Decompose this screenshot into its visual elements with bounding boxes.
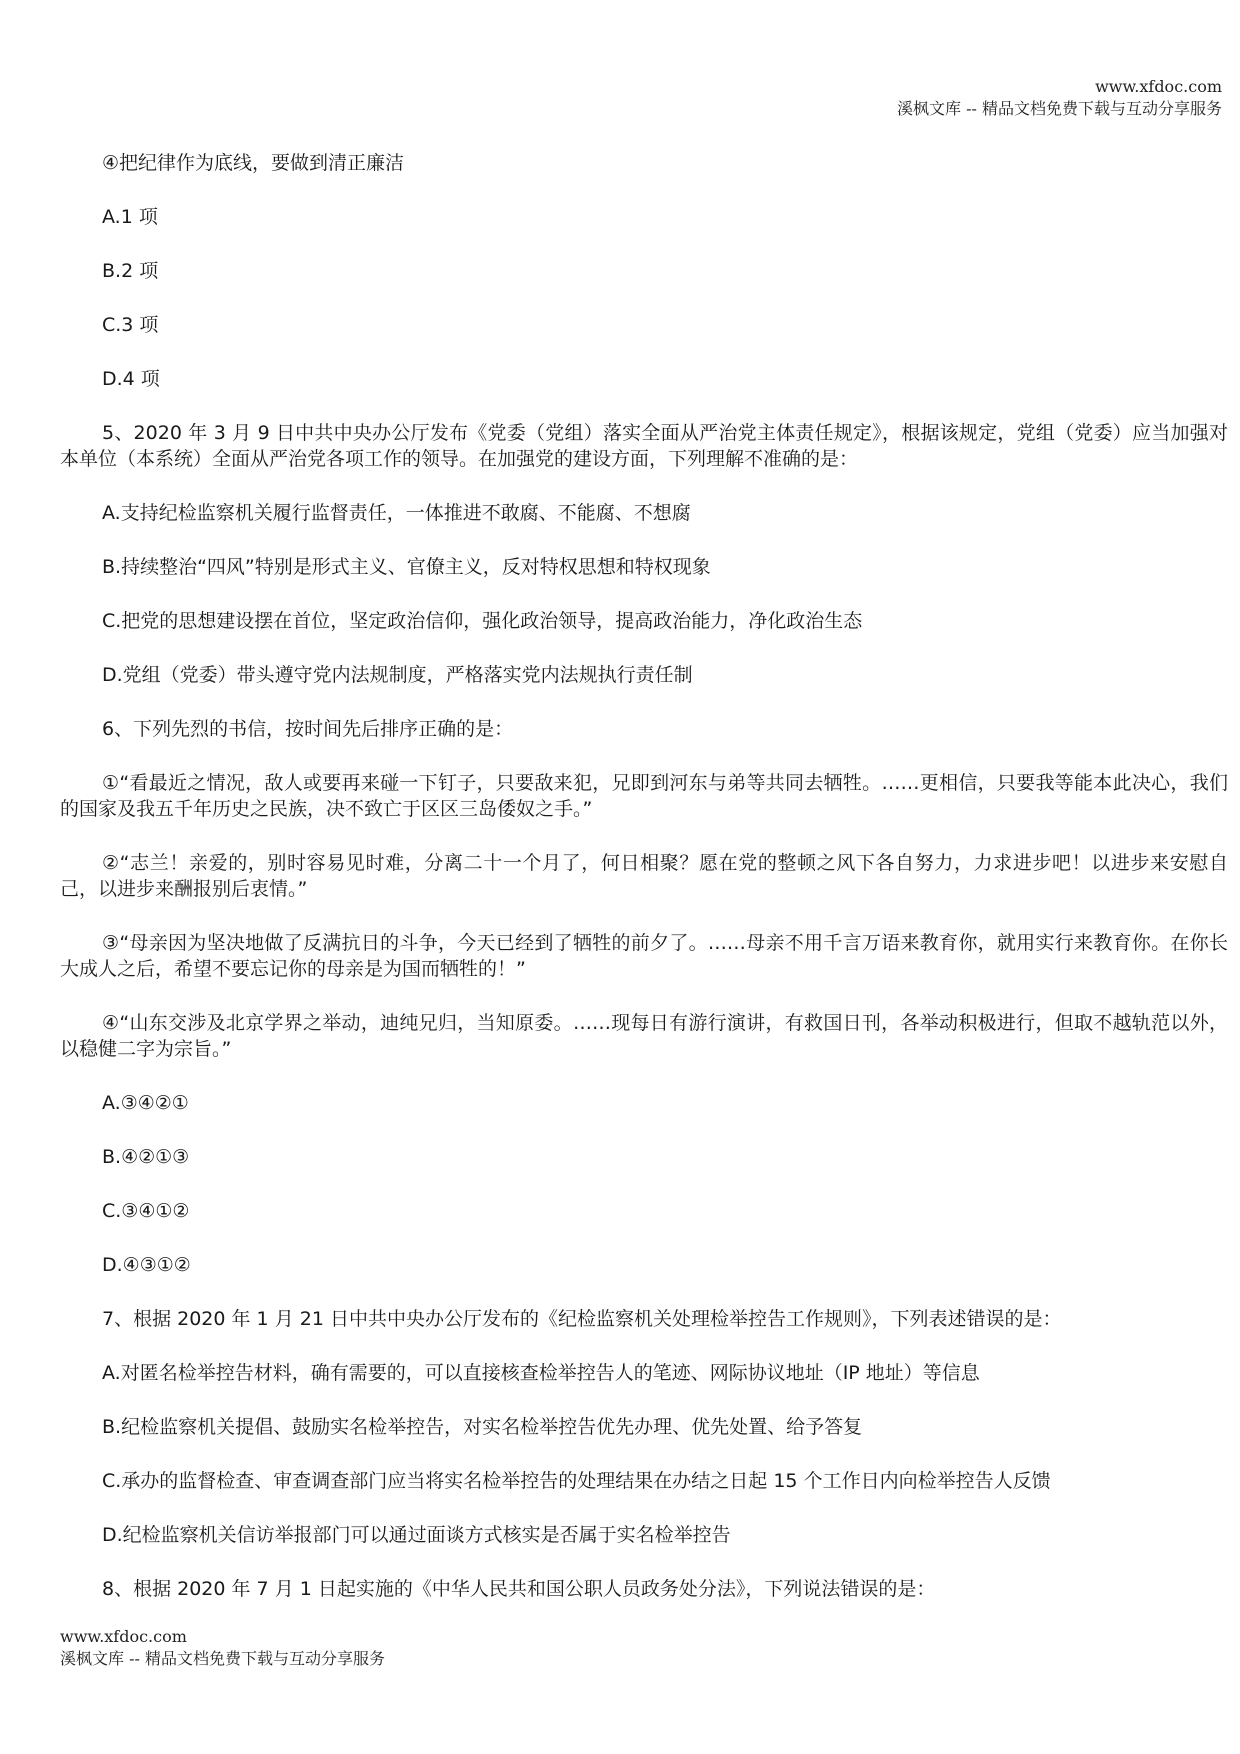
answer-option: D.4 项 [102, 368, 160, 390]
answer-option: B.2 项 [102, 260, 159, 282]
answer-option: D.纪检监察机关信访举报部门可以通过面谈方式核实是否属于实名检举控告 [102, 1524, 731, 1546]
answer-option: A.对匿名检举控告材料，确有需要的，可以直接核查检举控告人的笔迹、网际协议地址（IP 地址）等信息 [102, 1362, 980, 1384]
footer-tagline: 溪枫文库 -- 精品文档免费下载与互动分享服务 [60, 1649, 385, 1668]
letter-quote: ②“志兰！亲爱的，别时容易见时难，分离二十一个月了，何日相聚？愿在党的整顿之风下各自努力，力求进步吧！以进步来安慰自己，以进步来酬报别后衷情。” [60, 852, 1228, 900]
page-header [897, 76, 1222, 120]
question-7: 7、根据 2020 年 1 月 21 日中共中央办公厅发布的《纪检监察机关处理检举控告工作规则》，下列表述错误的是： [102, 1308, 1062, 1330]
paragraph-option: ④把纪律作为底线，要做到清正廉洁 [102, 152, 405, 174]
question-6: 6、下列先烈的书信，按时间先后排序正确的是： [102, 718, 514, 740]
answer-option: D.党组（党委）带头遵守党内法规制度，严格落实党内法规执行责任制 [102, 664, 693, 686]
answer-option: B.持续整治“四风”特别是形式主义、官僚主义，反对特权思想和特权现象 [102, 556, 711, 578]
answer-option: C.3 项 [102, 314, 159, 336]
answer-option: B.④②①③ [102, 1146, 190, 1168]
answer-option: C.③④①② [102, 1200, 190, 1222]
question-8: 8、根据 2020 年 7 月 1 日起实施的《中华人民共和国公职人员政务处分法》，下列说法错误的是： [102, 1578, 936, 1600]
answer-option: A.③④②① [102, 1092, 189, 1114]
answer-option: C.把党的思想建设摆在首位，坚定政治信仰，强化政治领导，提高政治能力，净化政治生态 [102, 610, 863, 632]
letter-quote: ①“看最近之情况，敌人或要再来碰一下钉子，只要敌来犯，兄即到河东与弟等共同去牺牲。……更相信，只要我等能本此决心，我们的国家及我五千年历史之民族，决不致亡于区区三岛倭奴之手。” [60, 772, 1228, 820]
answer-option: D.④③①② [102, 1254, 191, 1276]
document-body [60, 150, 1228, 1630]
header-url: www.xfdoc.com [1095, 77, 1222, 96]
answer-option: B.纪检监察机关提倡、鼓励实名检举控告，对实名检举控告优先办理、优先处置、给予答复 [102, 1416, 863, 1438]
answer-option: A.1 项 [102, 206, 158, 228]
page-footer [60, 1626, 385, 1670]
question-5: 5、2020 年 3 月 9 日中共中央办公厅发布《党委（党组）落实全面从严治党主体责任规定》，根据该规定，党组（党委）应当加强对本单位（本系统）全面从严治党各项工作的领导。在加强党的建设方面，下列理解不准确的是： [60, 422, 1228, 470]
answer-option: A.支持纪检监察机关履行监督责任，一体推进不敢腐、不能腐、不想腐 [102, 502, 691, 524]
letter-quote: ③“母亲因为坚决地做了反满抗日的斗争，今天已经到了牺牲的前夕了。……母亲不用千言万语来教育你，就用实行来教育你。在你长大成人之后，希望不要忘记你的母亲是为国而牺牲的！” [60, 932, 1228, 980]
answer-option: C.承办的监督检查、审查调查部门应当将实名检举控告的处理结果在办结之日起 15 个工作日内向检举控告人反馈 [102, 1470, 1051, 1492]
footer-url: www.xfdoc.com [60, 1627, 187, 1646]
letter-quote: ④“山东交涉及北京学界之举动，迪纯兄归，当知原委。……现每日有游行演讲，有救国日刊，各举动积极进行，但取不越轨范以外，以稳健二字为宗旨。” [60, 1012, 1228, 1060]
header-tagline: 溪枫文库 -- 精品文档免费下载与互动分享服务 [897, 99, 1222, 118]
